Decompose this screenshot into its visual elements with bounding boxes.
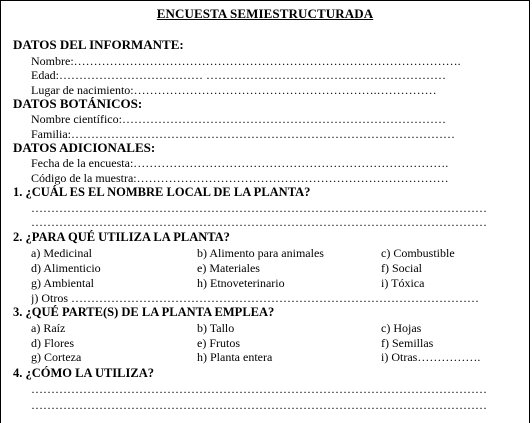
q1-answer-line[interactable]: ……………………………………………………………………………………………………: [31, 201, 487, 215]
lugar-nacimiento-field[interactable]: Lugar de nacimiento:…………………………………………………….……………: [31, 83, 437, 97]
option-flores[interactable]: d) Flores: [31, 336, 74, 350]
option-otros[interactable]: j) Otros …………………………………………………………………………………………: [31, 291, 479, 305]
option-medicinal[interactable]: a) Medicinal: [31, 246, 92, 260]
option-social[interactable]: f) Social: [381, 261, 422, 275]
option-alimenticio[interactable]: d) Alimenticio: [31, 261, 101, 275]
question-4: 4. ¿CÓMO LA UTILIZA?: [13, 366, 154, 380]
q4-answer-line[interactable]: ……………………………………………………………………………………………………: [31, 398, 487, 412]
question-3: 3. ¿QUÉ PARTE(S) DE LA PLANTA EMPLEA?: [13, 305, 275, 319]
option-raiz[interactable]: a) Raíz: [31, 321, 66, 335]
question-1: 1. ¿CUÁL ES EL NOMBRE LOCAL DE LA PLANTA?: [13, 185, 311, 199]
option-etnoveterinario[interactable]: h) Etnoveterinario: [197, 276, 285, 290]
option-alimento-animales[interactable]: b) Alimento para animales: [197, 246, 324, 260]
option-planta-entera[interactable]: h) Planta entera: [197, 350, 273, 364]
q1-answer-line[interactable]: ……………………………………………………………………………………………………: [31, 215, 487, 229]
option-tallo[interactable]: b) Tallo: [197, 321, 235, 335]
question-2: 2. ¿PARA QUÉ UTILIZA LA PLANTA?: [13, 230, 230, 244]
q4-answer-line[interactable]: ……………………………………………………………………………………………………: [31, 382, 487, 396]
option-semillas[interactable]: f) Semillas: [381, 336, 434, 350]
option-materiales[interactable]: e) Materiales: [197, 261, 260, 275]
option-ambiental[interactable]: g) Ambiental: [31, 276, 94, 290]
codigo-muestra-field[interactable]: Código de la muestra:……………………………………………………………………: [31, 171, 449, 185]
fecha-encuesta-field[interactable]: Fecha de la encuesta:…………………………………………………………………….: [31, 156, 449, 170]
informante-heading: DATOS DEL INFORMANTE:: [13, 37, 184, 52]
option-otras[interactable]: i) Otras…………….: [381, 350, 481, 364]
form-title: ENCUESTA SEMIESTRUCTURADA: [156, 6, 374, 21]
option-combustible[interactable]: c) Combustible: [381, 246, 455, 260]
nombre-cientifico-field[interactable]: Nombre científico:………………………………………………………………………: [31, 112, 446, 126]
familia-field[interactable]: Familia:……………………………………………………………………………………: [31, 127, 455, 141]
nombre-field[interactable]: Nombre:…………………………………………………………………………………….: [31, 54, 461, 68]
option-frutos[interactable]: e) Frutos: [197, 336, 240, 350]
adicionales-heading: DATOS ADICIONALES:: [13, 140, 156, 155]
option-toxica[interactable]: i) Tóxica: [381, 276, 425, 290]
edad-field[interactable]: Edad:……………………………… ……………………………………………………: [31, 68, 446, 82]
botanicos-heading: DATOS BOTÁNICOS:: [13, 96, 143, 111]
option-corteza[interactable]: g) Corteza: [31, 350, 82, 364]
option-hojas[interactable]: c) Hojas: [381, 321, 422, 335]
